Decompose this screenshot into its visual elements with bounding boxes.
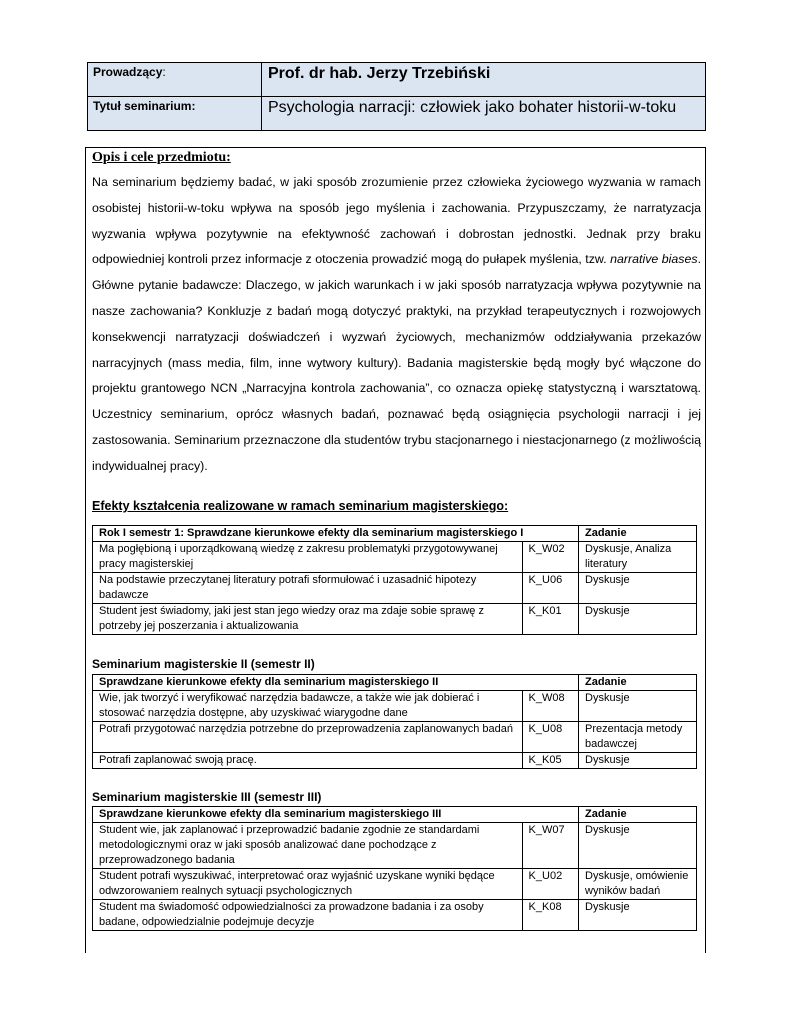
table-row	[93, 753, 697, 769]
outcome-code: K_K08	[522, 900, 578, 931]
course-header-table	[87, 62, 706, 131]
outcome-description: Student ma świadomość odpowiedzialności za prowadzone badania i za osoby badane, odpowiedzialnie podejmuje decyzje	[93, 900, 523, 931]
outcome-code: K_U06	[522, 573, 578, 604]
semester-1-header: Rok I semestr 1: Sprawdzane kierunkowe efekty dla seminarium magisterskiego I	[93, 526, 579, 542]
outcome-description: Student jest świadomy, jaki jest stan jego wiedzy oraz ma zdaje sobie sprawę z potrzeby jej poszerzania i aktualizowania	[93, 604, 523, 635]
description-heading: Opis i cele przedmiotu:	[92, 150, 231, 165]
table-row	[93, 604, 697, 635]
table-row	[93, 823, 697, 869]
semester-3-table	[92, 806, 697, 931]
task-column-header: Zadanie	[579, 807, 697, 823]
outcome-description: Wie, jak tworzyć i weryfikować narzędzia badawcze, a także wie jak dobierać i stosować narzędzia dostępne, aby uzyskiwać wiarygodne dane	[93, 691, 523, 722]
outcome-code: K_K01	[522, 604, 578, 635]
description-text	[92, 170, 701, 480]
outcome-code: K_W02	[522, 542, 578, 573]
lecturer-name: Prof. dr hab. Jerzy Trzebiński	[262, 63, 706, 97]
outcome-description: Na podstawie przeczytanej literatury potrafi sformułować i uzasadnić hipotezy badawcze	[93, 573, 523, 604]
semester-2-heading: Seminarium magisterskie II (semestr II)	[92, 657, 315, 671]
lecturer-row	[88, 63, 706, 97]
description-part-1: Na seminarium będziemy badać, w jaki sposób zrozumienie przez człowieka życiowego wyzwania w ramach osobistej historii-w-toku wpływa na sposób jego myślenia i zachowania. Przypuszczamy, że narratyzacja wyzwania wpływa pozytywnie na efektywność zachowań i dobrostan jednostki. Jednak przy braku odpowiedniej kontroli przez informacje z otoczenia prowadzić mogą do pułapek myślenia, tzw.	[92, 175, 701, 267]
outcome-code: K_W07	[522, 823, 578, 869]
outcome-task: Dyskusje	[579, 604, 697, 635]
table-row	[93, 869, 697, 900]
lecturer-colon: :	[162, 65, 166, 79]
table-row	[93, 722, 697, 753]
outcome-description: Student wie, jak zaplanować i przeprowadzić badanie zgodnie ze standardami metodologicznymi oraz w jaki sposób analizować dane pochodzące z przeprowadzonego badania	[93, 823, 523, 869]
semester-3-header: Sprawdzane kierunkowe efekty dla seminarium magisterskiego III	[93, 807, 579, 823]
description-italic-term: narrative biases	[610, 252, 698, 267]
outcome-description: Potrafi przygotować narzędzia potrzebne do przeprowadzenia zaplanowanych badań	[93, 722, 523, 753]
semester-3-heading: Seminarium magisterskie III (semestr III)	[92, 790, 322, 804]
outcome-description: Ma pogłębioną i uporządkowaną wiedzę z zakresu problematyki przygotowywanej pracy magisterskiej	[93, 542, 523, 573]
table-header-row	[93, 675, 697, 691]
outcome-code: K_U02	[522, 869, 578, 900]
table-header-row	[93, 807, 697, 823]
table-header-row	[93, 526, 697, 542]
outcome-task: Dyskusje	[579, 573, 697, 604]
outcome-description: Student potrafi wyszukiwać, interpretować oraz wyjaśnić uzyskane wyniki będące odwzorowaniem realnych sytuacji psychologicznych	[93, 869, 523, 900]
semester-2-table	[92, 674, 697, 769]
task-column-header: Zadanie	[579, 526, 697, 542]
title-label: Tytuł seminarium:	[88, 97, 262, 131]
table-row	[93, 691, 697, 722]
table-row	[93, 542, 697, 573]
semester-2-header: Sprawdzane kierunkowe efekty dla seminarium magisterskiego II	[93, 675, 579, 691]
description-part-2: . Główne pytanie badawcze: Dlaczego, w jakich warunkach i w jaki sposób narratyzacja wpływa pozytywnie na nasze zachowania? Konkluzje z badań mogą dotyczyć praktyki, na przykład terapeutycznych i rozwojowych konsekwencji narratyzacji doświadczeń i wyzwań życiowych, mechanizmów oddziaływania przekazów narracyjnych (mass media, film, inne wytwory kultury). Badania magisterskie będą mogły być włączone do projektu grantowego NCN „Narracyjna kontrola zachowania”, co oznacza opiekę statystyczną i warsztatową. Uczestnicy seminarium, oprócz własnych badań, poznawać będą osiągnięcia psychologii narracji i jej zastosowania. Seminarium przeznaczone dla studentów trybu stacjonarnego i niestacjonarnego (z możliwością indywidualnej pracy).	[92, 252, 702, 473]
outcome-code: K_K05	[522, 753, 578, 769]
outcome-code: K_W08	[522, 691, 578, 722]
outcome-task: Dyskusje	[579, 691, 697, 722]
task-column-header: Zadanie	[579, 675, 697, 691]
semester-1-table	[92, 525, 697, 635]
seminar-title: Psychologia narracji: człowiek jako bohater historii-w-toku	[262, 97, 706, 131]
outcome-task: Dyskusje	[579, 823, 697, 869]
table-row	[93, 900, 697, 931]
outcome-task: Dyskusje	[579, 753, 697, 769]
outcomes-heading: Efekty kształcenia realizowane w ramach seminarium magisterskiego:	[92, 499, 509, 513]
outcome-code: K_U08	[522, 722, 578, 753]
outcome-description: Potrafi zaplanować swoją pracę.	[93, 753, 523, 769]
outcome-task: Dyskusje, Analiza literatury	[579, 542, 697, 573]
outcome-task: Dyskusje	[579, 900, 697, 931]
lecturer-label-cell	[88, 63, 262, 97]
outcome-task: Prezentacja metody badawczej	[579, 722, 697, 753]
lecturer-label: Prowadzący	[93, 65, 163, 79]
outcome-task: Dyskusje, omówienie wyników badań	[579, 869, 697, 900]
title-row	[88, 97, 706, 131]
table-row	[93, 573, 697, 604]
